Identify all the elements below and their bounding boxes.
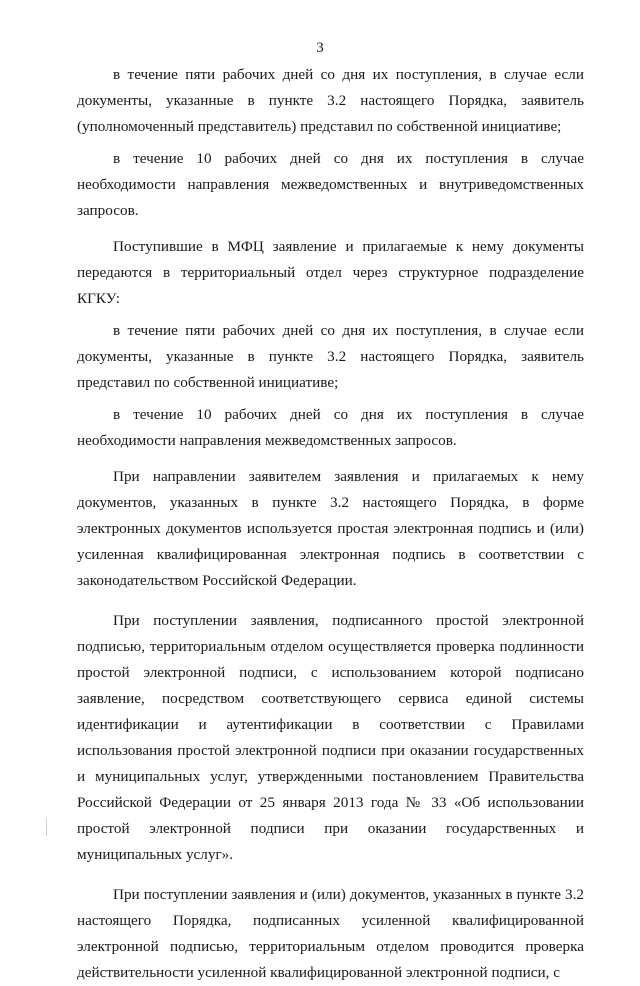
page-number: 3	[316, 40, 324, 56]
paragraph-simple-signature-check: При поступлении заявления, подписанного простой электронной подписью, территориальным отделом осуществляется проверка подлинности простой электронной подписи, с использованием которой подписано заявление, посредством соответствующего сервиса единой системы идентификации и аутентификации в соответствии с Правилами использования простой электронной подписи при оказании государственных и муниципальных услуг, утвержденными постановлением Правительства Российской Федерации от 25 января 2013 года № 33 «Об использовании простой электронной подписи при оказании государственных и муниципальных услуг».	[77, 612, 584, 863]
scan-artifact	[46, 818, 47, 836]
document-body	[77, 62, 584, 986]
paragraph-mfc-deadline-interdepartmental: в течение 10 рабочих дней со дня их поступления в случае необходимости направления межведомственных запросов.	[77, 406, 584, 449]
paragraph-qualified-signature-check: При поступлении заявления и (или) документов, указанных в пункте 3.2 настоящего Порядка, подписанных усиленной квалифицированной электронной подписью, территориальным отделом проводится проверка действительности усиленной квалифицированной электронной подписи, с	[77, 886, 584, 981]
paragraph-mfc-transfer: Поступившие в МФЦ заявление и прилагаемые к нему документы передаются в территориальный отдел через структурное подразделение КГКУ:	[77, 238, 584, 307]
paragraph-electronic-signature: При направлении заявителем заявления и прилагаемых к нему документов, указанных в пункте 3.2 настоящего Порядка, в форме электронных документов используется простая электронная подпись и (или) усиленная квалифицированная электронная подпись в соответствии с законодательством Российской Федерации.	[77, 468, 584, 589]
paragraph-deadline-own-initiative: в течение пяти рабочих дней со дня их поступления, в случае если документы, указанные в пункте 3.2 настоящего Порядка, заявитель (уполномоченный представитель) представил по собственной инициативе;	[77, 66, 584, 135]
paragraph-mfc-deadline-own-initiative: в течение пяти рабочих дней со дня их поступления, в случае если документы, указанные в пункте 3.2 настоящего Порядка, заявитель представил по собственной инициативе;	[77, 322, 584, 391]
paragraph-deadline-interdepartmental: в течение 10 рабочих дней со дня их поступления в случае необходимости направления межведомственных и внутриведомственных запросов.	[77, 150, 584, 219]
